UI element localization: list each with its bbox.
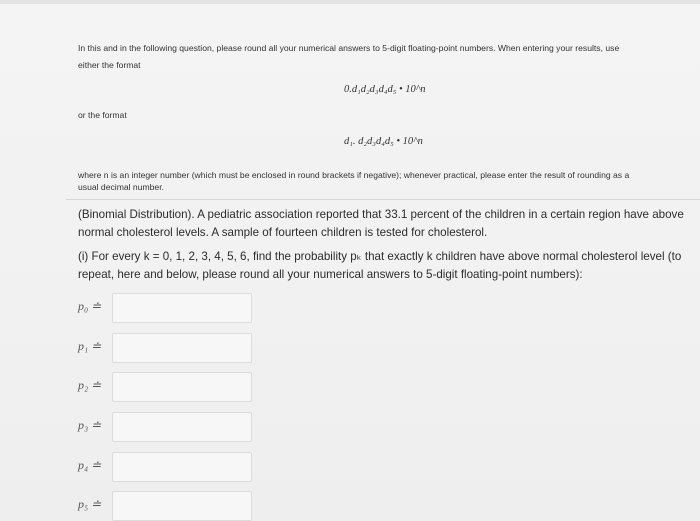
note-line-1: where n is an integer number (which must be enclosed in round brackets if negative); whenever practical, please enter the result of rounding as a [78, 170, 630, 180]
answer-label-p2: p₂ ≐ [78, 378, 102, 392]
divider [66, 199, 700, 200]
answer-input-p1[interactable] [112, 333, 252, 363]
format-1: 0.d₁d₂d₃d₄d₅ • 10^n [344, 84, 426, 95]
top-bar [0, 0, 700, 4]
answer-label-p1: p₁ ≐ [78, 339, 102, 353]
problem-statement: (Binomial Distribution). A pediatric association reported that 33.1 percent of the children in a certain region have above normal cholesterol levels. A sample of fourteen children is tested for cholesterol. [78, 208, 684, 239]
answer-label-p3: p₃ ≐ [78, 418, 102, 432]
intro-text [78, 40, 700, 74]
intro-line-1: In this and in the following question, please round all your numerical answers to 5-digit floating-point numbers. When entering your results, use [78, 43, 620, 53]
intro-line-2: either the format [78, 60, 141, 70]
format-2: d₁. d₂d₃d₄d₅ • 10^n [344, 136, 423, 147]
answer-input-p0[interactable] [112, 293, 252, 323]
answer-label-p0: p₀ ≐ [78, 299, 102, 313]
answer-input-p3[interactable] [112, 412, 252, 442]
answer-input-p5[interactable] [112, 491, 252, 521]
answer-label-p4: p₄ ≐ [78, 458, 102, 472]
answer-input-p2[interactable] [112, 372, 252, 402]
note-line-2: usual decimal number. [78, 182, 164, 192]
answer-input-p4[interactable] [112, 452, 252, 482]
part-i-text: (i) For every k = 0, 1, 2, 3, 4, 5, 6, find the probability pₖ that exactly k children have above normal cholesterol level (to repeat, here and below, please round all your numerical answers to 5-digit floating-point numbers): [78, 250, 682, 281]
or-text: or the format [78, 110, 127, 120]
answer-label-p5: p₅ ≐ [78, 497, 102, 511]
